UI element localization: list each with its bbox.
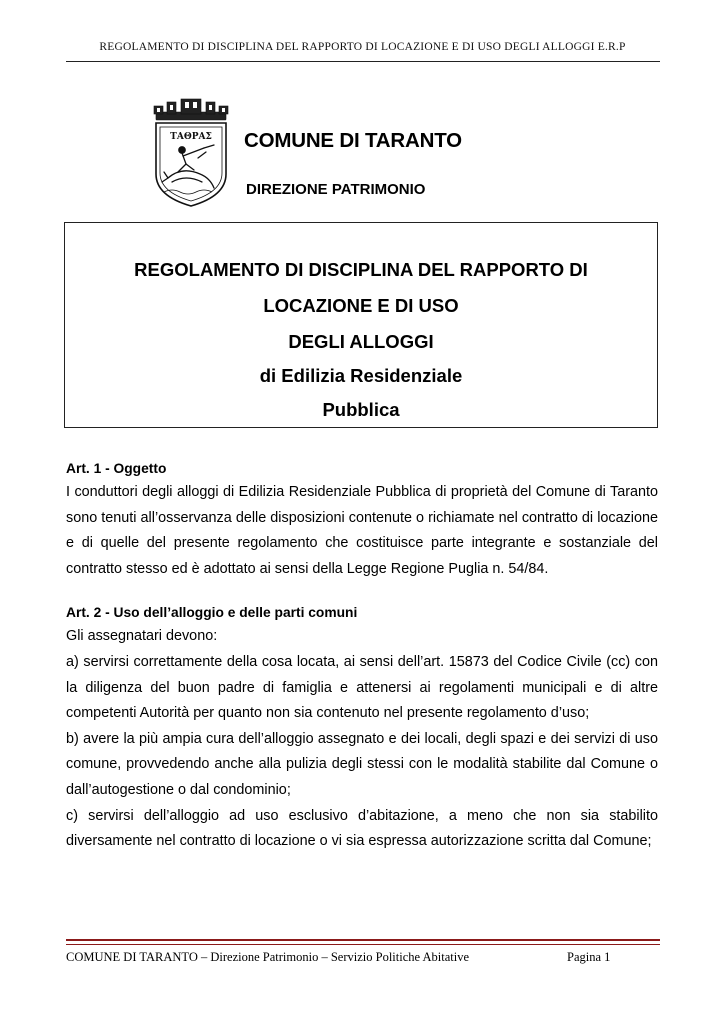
page-number: Pagina 1 [567, 950, 611, 964]
organization-name: COMUNE DI TARANTO [244, 129, 462, 152]
article-2-item-c: c) servirsi dell’alloggio ad uso esclusivo d’abitazione, a meno che non sia stabilito diversamente nel contratto di locazione o vi sia espressa autorizzazione scritta dal Comune; [66, 807, 658, 850]
running-header: REGOLAMENTO DI DISCIPLINA DEL RAPPORTO DI LOCAZIONE E DI USO DEGLI ALLOGGI E.R.P [99, 41, 626, 53]
title-line-1: REGOLAMENTO DI DISCIPLINA DEL RAPPORTO DI [134, 259, 588, 280]
document-body [66, 460, 658, 855]
title-line-3: DEGLI ALLOGGI [288, 331, 434, 352]
title-line-2: LOCAZIONE E DI USO [263, 295, 459, 316]
footer-divider-thick [66, 939, 660, 941]
department-name: DIREZIONE PATRIMONIO [246, 181, 426, 198]
document-title-box [64, 222, 658, 428]
section-spacer [66, 582, 658, 604]
article-2-item-a: a) servirsi correttamente della cosa locata, ai sensi dell’art. 15873 del Codice Civile (cc) con la diligenza del buon padre di famiglia e attenersi ai regolamenti municipali e di altre competenti Autorità per quanto non sia contenuto nel presente regolamento d’uso; [66, 653, 658, 722]
article-2-intro: Gli assegnatari devono: [66, 628, 218, 645]
header-divider [66, 61, 660, 62]
article-1-paragraph: I conduttori degli alloggi di Edilizia Residenziale Pubblica di proprietà del Comune di Taranto sono tenuti all’osservanza delle disposizioni contenute o richiamate nel contratto di locazione e di quelle del presente regolamento che costituisce parte integrante e sostanziale del contratto stesso ed è adottato ai sensi della Legge Regione Puglia n. 54/84. [66, 484, 658, 577]
title-line-4: di Edilizia Residenziale [259, 365, 463, 386]
footer-text: COMUNE DI TARANTO – Direzione Patrimonio – Servizio Politiche Abitative [66, 950, 470, 964]
footer-divider-thin [66, 944, 660, 945]
title-line-5: Pubblica [322, 399, 400, 420]
article-2-item-b: b) avere la più ampia cura dell’alloggio assegnato e dei locali, degli spazi e dei servizi di uso comune, provvedendo anche alla pulizia degli stessi con le modalità stabilite dal Comune o dall’autogestione o dal condominio; [66, 730, 658, 798]
coat-of-arms-icon [148, 96, 234, 208]
article-1-heading: Art. 1 - Oggetto [66, 461, 167, 476]
svg-text:ΤΑΘΡΑΣ: ΤΑΘΡΑΣ [170, 132, 212, 142]
article-2-heading: Art. 2 - Uso dell’alloggio e delle parti comuni [66, 605, 358, 621]
